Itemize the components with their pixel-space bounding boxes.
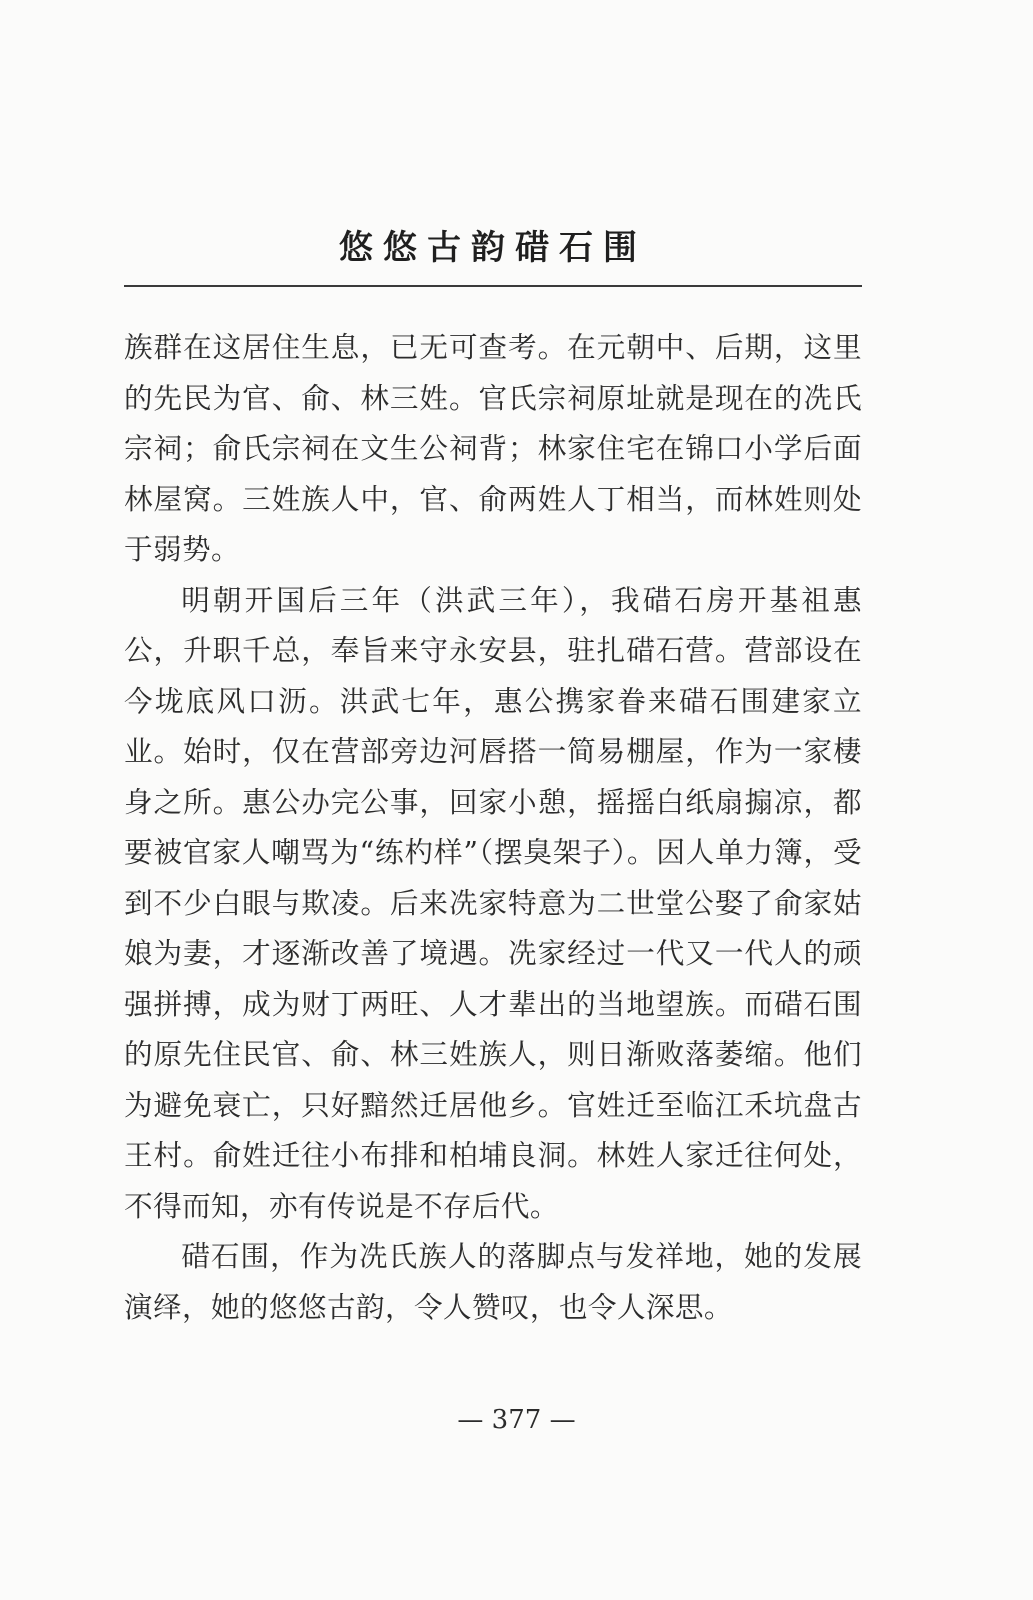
paragraph-2: 明朝开国后三年（洪武三年），我碏石房开基祖惠公，升职千总，奉旨来守永安县，驻扎碏石营。营部设在今垅底风口沥。洪武七年，惠公携家眷来碏石围建家立业。始时，仅在营部旁边河唇搭一简易棚屋，作为一家棲身之所。惠公办完公事，回家小憩，摇摇白纸扇搧凉，都要被官家人嘲骂为“练杓样”（摆臭架子）。因人单力簿，受到不少白眼与欺凌。后来冼家特意为二世堂公娶了俞家姑娘为妻，才逐渐改善了境遇。冼家经过一代又一代人的顽强拼搏，成为财丁两旺、人才辈出的当地望族。而碏石围的原先住民官、俞、林三姓族人，则日渐败落萎缩。他们为避免衰亡，只好黯然迁居他乡。官姓迁至临江禾坑盘古王村。俞姓迁往小布排和柏埔良洞。林姓人家迁往何处，不得而知，亦有传说是不存后代。	[124, 582, 862, 1223]
header-rule	[124, 285, 862, 287]
running-header-title: 悠悠古韵碏石围	[339, 228, 647, 268]
paragraph-1: 族群在这居住生息，已无可查考。在元朝中、后期，这里的先民为官、俞、林三姓。官氏宗祠原址就是现在的冼氏宗祠；俞氏宗祠在文生公祠背；林家住宅在锦口小学后面林屋窝。三姓族人中，官、俞两姓人丁相当，而林姓则处于弱势。	[124, 330, 862, 566]
page-number: — 377 —	[457, 1405, 576, 1435]
body-text	[124, 322, 862, 1332]
paragraph-3: 碏石围，作为冼氏族人的落脚点与发祥地，她的发展演绎，她的悠悠古韵，令人赞叹，也令人深思。	[124, 1239, 862, 1324]
